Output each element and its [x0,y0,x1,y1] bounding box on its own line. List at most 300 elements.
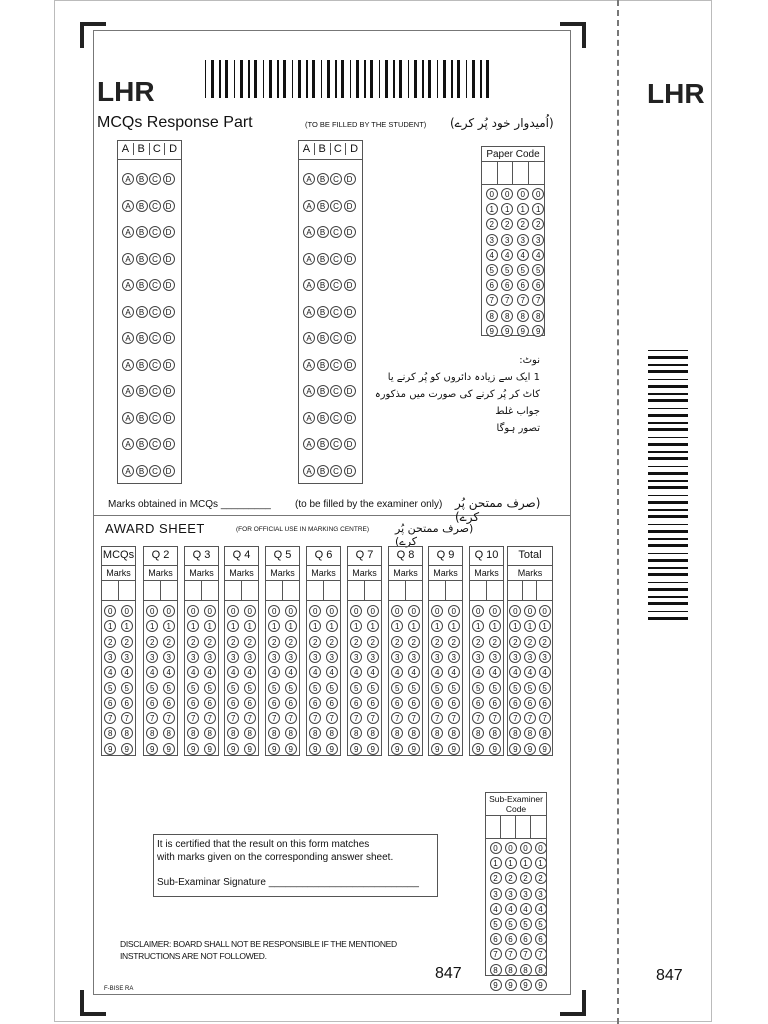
digit-bubble-7[interactable]: 7 [490,948,502,960]
digit-bubble-6[interactable]: 6 [524,697,536,709]
answer-bubble-d[interactable]: D [163,385,175,397]
digit-bubble-0[interactable]: 0 [509,605,521,617]
digit-bubble-7[interactable]: 7 [489,712,501,724]
digit-bubble-8[interactable]: 8 [505,964,517,976]
digit-bubble-0[interactable]: 0 [535,842,547,854]
digit-bubble-8[interactable]: 8 [391,727,403,739]
digit-bubble-2[interactable]: 2 [501,218,513,230]
digit-bubble-4[interactable]: 4 [486,249,498,261]
digit-bubble-2[interactable]: 2 [539,636,551,648]
answer-bubble-c[interactable]: C [149,279,161,291]
answer-bubble-c[interactable]: C [330,332,342,344]
answer-bubble-d[interactable]: D [344,412,356,424]
answer-bubble-c[interactable]: C [149,359,161,371]
answer-bubble-a[interactable]: A [303,359,315,371]
answer-bubble-c[interactable]: C [149,465,161,477]
digit-bubble-5[interactable]: 5 [187,682,199,694]
digit-bubble-9[interactable]: 9 [227,743,239,755]
digit-bubble-8[interactable]: 8 [486,310,498,322]
digit-bubble-7[interactable]: 7 [391,712,403,724]
answer-bubble-a[interactable]: A [122,253,134,265]
answer-bubble-c[interactable]: C [149,385,161,397]
digit-bubble-7[interactable]: 7 [350,712,362,724]
digit-bubble-2[interactable]: 2 [227,636,239,648]
digit-bubble-4[interactable]: 4 [501,249,513,261]
answer-bubble-c[interactable]: C [330,306,342,318]
digit-bubble-2[interactable]: 2 [431,636,443,648]
digit-bubble-6[interactable]: 6 [367,697,379,709]
digit-bubble-6[interactable]: 6 [350,697,362,709]
answer-bubble-d[interactable]: D [163,359,175,371]
answer-bubble-b[interactable]: B [136,438,148,450]
digit-bubble-0[interactable]: 0 [121,605,133,617]
digit-bubble-5[interactable]: 5 [104,682,116,694]
digit-bubble-4[interactable]: 4 [326,666,338,678]
digit-bubble-5[interactable]: 5 [326,682,338,694]
digit-bubble-8[interactable]: 8 [535,964,547,976]
digit-bubble-9[interactable]: 9 [431,743,443,755]
digit-bubble-7[interactable]: 7 [524,712,536,724]
digit-bubble-4[interactable]: 4 [367,666,379,678]
digit-bubble-5[interactable]: 5 [486,264,498,276]
code-entry-cell[interactable] [482,162,498,184]
digit-bubble-0[interactable]: 0 [489,605,501,617]
digit-bubble-9[interactable]: 9 [367,743,379,755]
digit-bubble-3[interactable]: 3 [391,651,403,663]
answer-bubble-b[interactable]: B [136,465,148,477]
answer-bubble-b[interactable]: B [317,253,329,265]
answer-bubble-c[interactable]: C [149,253,161,265]
answer-bubble-a[interactable]: A [303,306,315,318]
digit-bubble-9[interactable]: 9 [532,325,544,337]
digit-bubble-5[interactable]: 5 [539,682,551,694]
answer-bubble-d[interactable]: D [344,465,356,477]
answer-bubble-a[interactable]: A [303,253,315,265]
digit-bubble-0[interactable]: 0 [391,605,403,617]
answer-bubble-c[interactable]: C [330,412,342,424]
marks-entry-cell[interactable] [144,580,161,600]
digit-bubble-6[interactable]: 6 [326,697,338,709]
answer-bubble-a[interactable]: A [122,200,134,212]
digit-bubble-2[interactable]: 2 [163,636,175,648]
digit-bubble-7[interactable]: 7 [146,712,158,724]
digit-bubble-6[interactable]: 6 [505,933,517,945]
digit-bubble-1[interactable]: 1 [431,620,443,632]
digit-bubble-7[interactable]: 7 [204,712,216,724]
digit-bubble-2[interactable]: 2 [204,636,216,648]
digit-bubble-0[interactable]: 0 [309,605,321,617]
digit-bubble-6[interactable]: 6 [187,697,199,709]
digit-bubble-6[interactable]: 6 [431,697,443,709]
marks-entry-cell[interactable] [348,580,365,600]
answer-bubble-b[interactable]: B [317,226,329,238]
digit-bubble-1[interactable]: 1 [309,620,321,632]
digit-bubble-2[interactable]: 2 [146,636,158,648]
code-entry-cell[interactable] [516,816,531,838]
digit-bubble-9[interactable]: 9 [121,743,133,755]
digit-bubble-3[interactable]: 3 [517,234,529,246]
digit-bubble-0[interactable]: 0 [244,605,256,617]
digit-bubble-6[interactable]: 6 [520,933,532,945]
digit-bubble-6[interactable]: 6 [268,697,280,709]
digit-bubble-5[interactable]: 5 [391,682,403,694]
marks-entry-cell[interactable] [225,580,242,600]
digit-bubble-5[interactable]: 5 [309,682,321,694]
digit-bubble-1[interactable]: 1 [268,620,280,632]
answer-bubble-b[interactable]: B [317,438,329,450]
digit-bubble-5[interactable]: 5 [268,682,280,694]
answer-bubble-b[interactable]: B [317,359,329,371]
digit-bubble-7[interactable]: 7 [539,712,551,724]
answer-bubble-d[interactable]: D [344,173,356,185]
digit-bubble-4[interactable]: 4 [104,666,116,678]
digit-bubble-4[interactable]: 4 [532,249,544,261]
digit-bubble-8[interactable]: 8 [539,727,551,739]
digit-bubble-2[interactable]: 2 [285,636,297,648]
answer-bubble-a[interactable]: A [122,306,134,318]
answer-bubble-c[interactable]: C [330,200,342,212]
digit-bubble-8[interactable]: 8 [146,727,158,739]
code-entry-cell[interactable] [531,816,546,838]
answer-bubble-d[interactable]: D [344,279,356,291]
answer-bubble-c[interactable]: C [149,173,161,185]
digit-bubble-1[interactable]: 1 [532,203,544,215]
digit-bubble-1[interactable]: 1 [104,620,116,632]
digit-bubble-3[interactable]: 3 [532,234,544,246]
digit-bubble-8[interactable]: 8 [121,727,133,739]
digit-bubble-0[interactable]: 0 [367,605,379,617]
digit-bubble-4[interactable]: 4 [509,666,521,678]
answer-bubble-d[interactable]: D [344,359,356,371]
answer-bubble-b[interactable]: B [136,412,148,424]
digit-bubble-4[interactable]: 4 [285,666,297,678]
digit-bubble-6[interactable]: 6 [204,697,216,709]
digit-bubble-4[interactable]: 4 [227,666,239,678]
answer-bubble-b[interactable]: B [317,279,329,291]
answer-bubble-c[interactable]: C [330,438,342,450]
answer-bubble-a[interactable]: A [122,332,134,344]
digit-bubble-1[interactable]: 1 [244,620,256,632]
answer-bubble-d[interactable]: D [163,173,175,185]
digit-bubble-2[interactable]: 2 [520,872,532,884]
marks-entry-cell[interactable] [324,580,341,600]
digit-bubble-2[interactable]: 2 [350,636,362,648]
digit-bubble-3[interactable]: 3 [505,888,517,900]
answer-bubble-c[interactable]: C [149,306,161,318]
digit-bubble-8[interactable]: 8 [227,727,239,739]
marks-entry-cell[interactable] [537,580,552,600]
digit-bubble-8[interactable]: 8 [244,727,256,739]
answer-bubble-b[interactable]: B [317,385,329,397]
digit-bubble-5[interactable]: 5 [509,682,521,694]
digit-bubble-8[interactable]: 8 [431,727,443,739]
digit-bubble-9[interactable]: 9 [326,743,338,755]
answer-bubble-d[interactable]: D [344,226,356,238]
digit-bubble-7[interactable]: 7 [227,712,239,724]
answer-bubble-a[interactable]: A [303,226,315,238]
digit-bubble-3[interactable]: 3 [104,651,116,663]
digit-bubble-6[interactable]: 6 [486,279,498,291]
answer-bubble-a[interactable]: A [303,438,315,450]
digit-bubble-3[interactable]: 3 [146,651,158,663]
answer-bubble-a[interactable]: A [122,412,134,424]
digit-bubble-4[interactable]: 4 [448,666,460,678]
digit-bubble-3[interactable]: 3 [509,651,521,663]
digit-bubble-0[interactable]: 0 [490,842,502,854]
marks-entry-cell[interactable] [102,580,119,600]
digit-bubble-8[interactable]: 8 [204,727,216,739]
digit-bubble-7[interactable]: 7 [309,712,321,724]
digit-bubble-4[interactable]: 4 [163,666,175,678]
digit-bubble-3[interactable]: 3 [227,651,239,663]
digit-bubble-2[interactable]: 2 [472,636,484,648]
digit-bubble-1[interactable]: 1 [539,620,551,632]
digit-bubble-0[interactable]: 0 [146,605,158,617]
digit-bubble-3[interactable]: 3 [486,234,498,246]
answer-bubble-c[interactable]: C [149,332,161,344]
answer-bubble-c[interactable]: C [149,412,161,424]
digit-bubble-7[interactable]: 7 [505,948,517,960]
digit-bubble-7[interactable]: 7 [517,294,529,306]
digit-bubble-5[interactable]: 5 [367,682,379,694]
digit-bubble-4[interactable]: 4 [472,666,484,678]
answer-bubble-b[interactable]: B [136,226,148,238]
digit-bubble-9[interactable]: 9 [204,743,216,755]
digit-bubble-8[interactable]: 8 [532,310,544,322]
answer-bubble-a[interactable]: A [303,465,315,477]
digit-bubble-9[interactable]: 9 [539,743,551,755]
digit-bubble-7[interactable]: 7 [532,294,544,306]
digit-bubble-8[interactable]: 8 [489,727,501,739]
marks-entry-cell[interactable] [202,580,219,600]
digit-bubble-9[interactable]: 9 [285,743,297,755]
code-entry-cell[interactable] [529,162,545,184]
code-entry-cell[interactable] [501,816,516,838]
marks-entry-cell[interactable] [119,580,136,600]
digit-bubble-8[interactable]: 8 [501,310,513,322]
digit-bubble-5[interactable]: 5 [520,918,532,930]
digit-bubble-6[interactable]: 6 [408,697,420,709]
digit-bubble-6[interactable]: 6 [104,697,116,709]
answer-bubble-c[interactable]: C [330,226,342,238]
marks-entry-cell[interactable] [365,580,382,600]
answer-bubble-d[interactable]: D [344,385,356,397]
digit-bubble-3[interactable]: 3 [431,651,443,663]
digit-bubble-9[interactable]: 9 [501,325,513,337]
digit-bubble-5[interactable]: 5 [163,682,175,694]
answer-bubble-b[interactable]: B [136,306,148,318]
answer-bubble-a[interactable]: A [122,465,134,477]
digit-bubble-5[interactable]: 5 [535,918,547,930]
digit-bubble-6[interactable]: 6 [448,697,460,709]
digit-bubble-0[interactable]: 0 [326,605,338,617]
digit-bubble-6[interactable]: 6 [391,697,403,709]
digit-bubble-2[interactable]: 2 [489,636,501,648]
digit-bubble-1[interactable]: 1 [448,620,460,632]
digit-bubble-3[interactable]: 3 [163,651,175,663]
digit-bubble-1[interactable]: 1 [472,620,484,632]
digit-bubble-7[interactable]: 7 [408,712,420,724]
digit-bubble-9[interactable]: 9 [472,743,484,755]
digit-bubble-5[interactable]: 5 [121,682,133,694]
answer-bubble-d[interactable]: D [344,438,356,450]
marks-entry-cell[interactable] [487,580,504,600]
digit-bubble-4[interactable]: 4 [146,666,158,678]
digit-bubble-0[interactable]: 0 [104,605,116,617]
digit-bubble-0[interactable]: 0 [520,842,532,854]
digit-bubble-8[interactable]: 8 [448,727,460,739]
digit-bubble-4[interactable]: 4 [204,666,216,678]
digit-bubble-9[interactable]: 9 [244,743,256,755]
digit-bubble-2[interactable]: 2 [532,218,544,230]
digit-bubble-5[interactable]: 5 [350,682,362,694]
marks-entry-cell[interactable] [389,580,406,600]
digit-bubble-5[interactable]: 5 [501,264,513,276]
marks-entry-cell[interactable] [470,580,487,600]
answer-bubble-d[interactable]: D [163,279,175,291]
digit-bubble-5[interactable]: 5 [244,682,256,694]
digit-bubble-1[interactable]: 1 [285,620,297,632]
answer-bubble-b[interactable]: B [317,412,329,424]
digit-bubble-7[interactable]: 7 [121,712,133,724]
marks-entry-cell[interactable] [508,580,523,600]
digit-bubble-8[interactable]: 8 [309,727,321,739]
marks-entry-cell[interactable] [266,580,283,600]
digit-bubble-8[interactable]: 8 [524,727,536,739]
digit-bubble-1[interactable]: 1 [367,620,379,632]
digit-bubble-6[interactable]: 6 [163,697,175,709]
answer-bubble-d[interactable]: D [344,306,356,318]
digit-bubble-7[interactable]: 7 [486,294,498,306]
answer-bubble-d[interactable]: D [344,253,356,265]
signature-field[interactable]: Sub-Examinar Signature ___________________________ [157,877,419,888]
digit-bubble-3[interactable]: 3 [204,651,216,663]
digit-bubble-4[interactable]: 4 [408,666,420,678]
digit-bubble-7[interactable]: 7 [163,712,175,724]
digit-bubble-5[interactable]: 5 [448,682,460,694]
answer-bubble-a[interactable]: A [303,200,315,212]
digit-bubble-9[interactable]: 9 [187,743,199,755]
digit-bubble-1[interactable]: 1 [509,620,521,632]
answer-bubble-a[interactable]: A [122,438,134,450]
digit-bubble-1[interactable]: 1 [505,857,517,869]
digit-bubble-0[interactable]: 0 [350,605,362,617]
answer-bubble-d[interactable]: D [163,412,175,424]
digit-bubble-7[interactable]: 7 [367,712,379,724]
digit-bubble-9[interactable]: 9 [486,325,498,337]
digit-bubble-9[interactable]: 9 [505,979,517,991]
digit-bubble-3[interactable]: 3 [448,651,460,663]
digit-bubble-1[interactable]: 1 [535,857,547,869]
digit-bubble-3[interactable]: 3 [489,651,501,663]
digit-bubble-0[interactable]: 0 [268,605,280,617]
digit-bubble-4[interactable]: 4 [391,666,403,678]
code-entry-cell[interactable] [498,162,514,184]
digit-bubble-8[interactable]: 8 [285,727,297,739]
digit-bubble-8[interactable]: 8 [187,727,199,739]
digit-bubble-7[interactable]: 7 [448,712,460,724]
digit-bubble-5[interactable]: 5 [517,264,529,276]
digit-bubble-7[interactable]: 7 [520,948,532,960]
digit-bubble-3[interactable]: 3 [535,888,547,900]
digit-bubble-0[interactable]: 0 [505,842,517,854]
digit-bubble-4[interactable]: 4 [505,903,517,915]
digit-bubble-3[interactable]: 3 [524,651,536,663]
answer-bubble-b[interactable]: B [317,332,329,344]
digit-bubble-7[interactable]: 7 [285,712,297,724]
digit-bubble-2[interactable]: 2 [187,636,199,648]
marks-entry-cell[interactable] [446,580,463,600]
digit-bubble-1[interactable]: 1 [326,620,338,632]
digit-bubble-5[interactable]: 5 [431,682,443,694]
digit-bubble-0[interactable]: 0 [227,605,239,617]
digit-bubble-6[interactable]: 6 [285,697,297,709]
digit-bubble-6[interactable]: 6 [227,697,239,709]
digit-bubble-7[interactable]: 7 [509,712,521,724]
digit-bubble-2[interactable]: 2 [509,636,521,648]
digit-bubble-8[interactable]: 8 [408,727,420,739]
answer-bubble-a[interactable]: A [303,385,315,397]
answer-bubble-b[interactable]: B [317,200,329,212]
answer-bubble-b[interactable]: B [317,306,329,318]
answer-bubble-b[interactable]: B [136,279,148,291]
digit-bubble-8[interactable]: 8 [490,964,502,976]
marks-entry-cell[interactable] [307,580,324,600]
digit-bubble-4[interactable]: 4 [520,903,532,915]
digit-bubble-3[interactable]: 3 [326,651,338,663]
digit-bubble-9[interactable]: 9 [350,743,362,755]
digit-bubble-8[interactable]: 8 [104,727,116,739]
digit-bubble-5[interactable]: 5 [472,682,484,694]
answer-bubble-c[interactable]: C [149,438,161,450]
marks-entry-cell[interactable] [185,580,202,600]
digit-bubble-6[interactable]: 6 [517,279,529,291]
answer-bubble-b[interactable]: B [136,200,148,212]
digit-bubble-1[interactable]: 1 [391,620,403,632]
answer-bubble-d[interactable]: D [163,200,175,212]
digit-bubble-9[interactable]: 9 [268,743,280,755]
digit-bubble-4[interactable]: 4 [244,666,256,678]
digit-bubble-9[interactable]: 9 [520,979,532,991]
digit-bubble-2[interactable]: 2 [408,636,420,648]
digit-bubble-1[interactable]: 1 [490,857,502,869]
digit-bubble-6[interactable]: 6 [146,697,158,709]
answer-bubble-b[interactable]: B [317,173,329,185]
answer-bubble-c[interactable]: C [330,173,342,185]
digit-bubble-2[interactable]: 2 [309,636,321,648]
answer-bubble-c[interactable]: C [330,253,342,265]
digit-bubble-0[interactable]: 0 [408,605,420,617]
digit-bubble-1[interactable]: 1 [524,620,536,632]
answer-bubble-d[interactable]: D [163,253,175,265]
answer-bubble-d[interactable]: D [163,438,175,450]
digit-bubble-1[interactable]: 1 [501,203,513,215]
digit-bubble-8[interactable]: 8 [350,727,362,739]
answer-bubble-b[interactable]: B [317,465,329,477]
digit-bubble-2[interactable]: 2 [326,636,338,648]
digit-bubble-5[interactable]: 5 [285,682,297,694]
digit-bubble-5[interactable]: 5 [532,264,544,276]
marks-entry-cell[interactable] [161,580,178,600]
answer-bubble-a[interactable]: A [303,412,315,424]
answer-bubble-c[interactable]: C [149,226,161,238]
code-entry-cell[interactable] [486,816,501,838]
answer-bubble-a[interactable]: A [122,359,134,371]
digit-bubble-2[interactable]: 2 [121,636,133,648]
digit-bubble-5[interactable]: 5 [524,682,536,694]
marks-entry-cell[interactable] [406,580,423,600]
answer-bubble-c[interactable]: C [330,279,342,291]
